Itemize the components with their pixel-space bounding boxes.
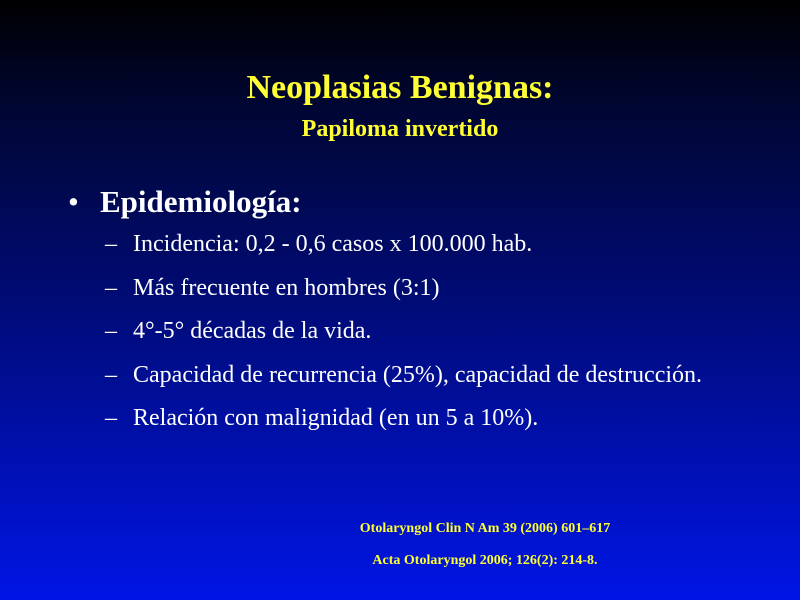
slide-title: Neoplasias Benignas:: [246, 69, 554, 106]
dash-marker: –: [105, 405, 117, 431]
sub-item-age: [105, 317, 745, 346]
sub-item-malignancy: [105, 404, 745, 433]
sub-item-text: Más frecuente en hombres (3:1): [133, 274, 440, 301]
sub-item-text: Incidencia: 0,2 - 0,6 casos x 100.000 hab.: [133, 231, 533, 257]
sub-item-text: 4°-5° décadas de la vida.: [133, 318, 372, 344]
dash-marker: –: [105, 318, 117, 344]
slide-subtitle: Papiloma invertido: [301, 116, 499, 142]
sub-item-recurrence: [105, 361, 745, 390]
sub-item-incidence: [105, 230, 745, 259]
main-bullet: [68, 183, 302, 221]
bullet-label: Epidemiología:: [100, 184, 302, 219]
dash-marker: –: [105, 274, 117, 301]
sub-item-gender: [105, 274, 745, 303]
reference-2: Acta Otolaryngol 2006; 126(2): 214-8.: [372, 553, 598, 568]
dash-marker: –: [105, 231, 117, 257]
dash-marker: –: [105, 361, 117, 388]
sub-item-list: [105, 230, 745, 448]
reference-1: Otolaryngol Clin N Am 39 (2006) 601–617: [359, 521, 611, 536]
bullet-marker: •: [68, 184, 79, 219]
sub-item-text: Relación con malignidad (en un 5 a 10%).: [133, 405, 539, 431]
sub-item-text: Capacidad de recurrencia (25%), capacidad de destrucción.: [133, 361, 703, 388]
